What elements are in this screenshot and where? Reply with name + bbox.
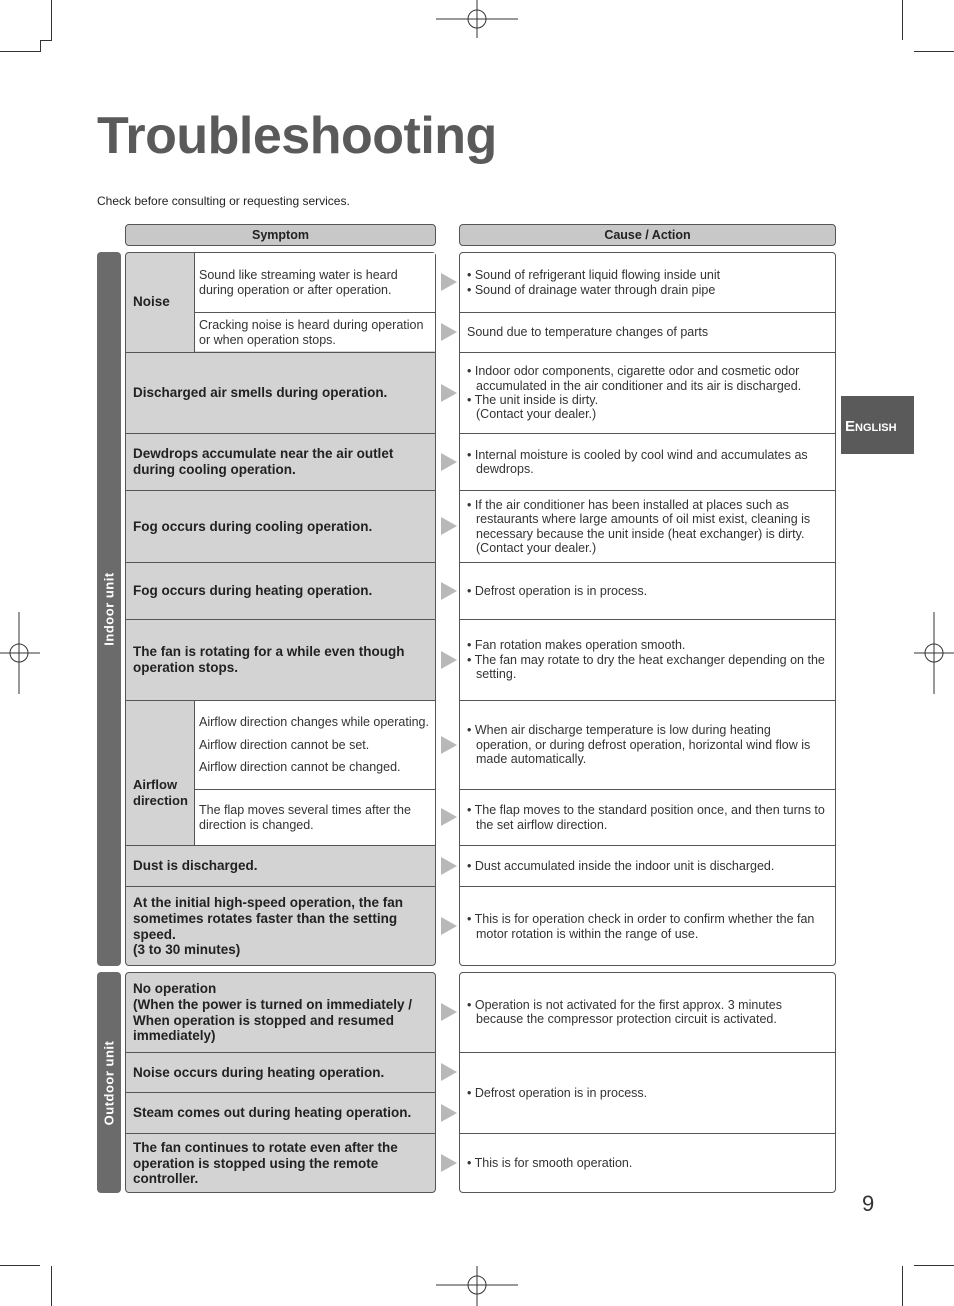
symptom-header: Symptom: [125, 224, 436, 246]
arrow-icon: [441, 1154, 457, 1172]
registration-mark: [436, 1266, 518, 1306]
cause-header: Cause / Action: [459, 224, 836, 246]
cause-fan-rotating: [459, 620, 836, 700]
page-title: Troubleshooting: [97, 107, 497, 165]
cause-bullet: • This is for smooth operation.: [467, 1156, 633, 1171]
symptom-flap-moves: [195, 790, 435, 845]
cause-text: Sound due to temperature changes of parts: [467, 325, 709, 340]
cause-bullet: • The unit inside is dirty.: [467, 393, 599, 407]
arrow-icon: [441, 808, 457, 826]
arrow-icon: [441, 857, 457, 875]
outdoor-unit-label: Outdoor unit: [101, 1040, 117, 1125]
crop-mark: [51, 1266, 52, 1306]
cause-bullet: • The flap moves to the standard position once, and then turns to the set airflow direction.: [467, 803, 825, 832]
cause-note: (Contact your dealer.): [476, 407, 597, 422]
cause-airflow-auto: [459, 701, 836, 789]
crop-mark: [40, 40, 41, 52]
symptom-text: Cracking noise is heard during operation or when operation stops.: [199, 318, 424, 347]
arrow-icon: [441, 651, 457, 669]
cause-noise-cracking: [459, 313, 836, 352]
arrow-icon: [441, 1063, 457, 1081]
language-tab: [841, 396, 914, 454]
symptom-dewdrops: Dewdrops accumulate near the air outlet during cooling operation.: [133, 446, 394, 477]
cause-bullet: • Sound of refrigerant liquid flowing inside unit: [467, 268, 721, 283]
symptom-airflow-changes: [195, 701, 436, 789]
crop-mark: [0, 51, 40, 52]
symptom-noise: Noise: [133, 294, 170, 310]
cause-noise-water: [459, 253, 836, 312]
arrow-icon: [441, 453, 457, 471]
registration-mark: [0, 612, 40, 694]
symptom-outdoor-fan: The fan continues to rotate even after the operation is stopped using the remote controller.: [133, 1139, 398, 1187]
symptom-text: The flap moves several times after the direction is changed.: [199, 803, 411, 832]
page-number: 9: [862, 1191, 875, 1216]
symptom-fan-rotating: The fan is rotating for a while even though operation stops.: [133, 644, 405, 675]
arrow-icon: [441, 1003, 457, 1021]
crop-mark: [51, 0, 52, 40]
cause-dust: [459, 846, 836, 886]
cause-outdoor-defrost: [459, 1053, 836, 1133]
cause-bullet: • When air discharge temperature is low during heating operation, or during defrost operation, horizontal wind flow is made automatically.: [467, 723, 811, 767]
symptom-outdoor-noise: Noise occurs during heating operation.: [133, 1064, 385, 1080]
cause-smell: [459, 353, 836, 433]
crop-mark: [40, 40, 52, 41]
cause-bullet: • Indoor odor components, cigarette odor and cosmetic odor accumulated in the air conditioner and its air is discharged.: [467, 364, 802, 393]
arrow-icon: [441, 323, 457, 341]
registration-mark: [914, 612, 954, 694]
airflow-label-line: Airflow: [133, 776, 178, 792]
symptom-high-speed: At the initial high-speed operation, the fan sometimes rotates faster than the setting speed. (3 to 30 minutes): [133, 894, 404, 958]
symptom-steam: Steam comes out during heating operation.: [133, 1105, 412, 1121]
cause-bullet: • Dust accumulated inside the indoor unit is discharged.: [467, 858, 775, 873]
cause-bullet: • Fan rotation makes operation smooth.: [467, 638, 686, 653]
airflow-label-line: direction: [133, 793, 188, 808]
cause-fog-cooling: [459, 491, 836, 562]
registration-mark: [436, 0, 518, 40]
arrow-icon: [441, 273, 457, 291]
symptom-text: Airflow direction cannot be set.: [199, 737, 370, 752]
symptom-streaming-water: [195, 253, 435, 312]
indoor-unit-label: Indoor unit: [101, 572, 117, 646]
cause-bullet: • This is for operation check in order to confirm whether the fan motor rotation is within the range of use.: [467, 912, 815, 941]
intro-text: Check before consulting or requesting services.: [97, 194, 350, 208]
cause-bullet: • The fan may rotate to dry the heat exchanger depending on the setting.: [467, 652, 825, 682]
symptom-no-operation: No operation (When the power is turned on immediately / When operation is stopped and resumed immediately): [133, 980, 413, 1044]
language-tab-label: English: [845, 418, 897, 435]
symptom-smell: Discharged air smells during operation.: [133, 385, 388, 401]
cause-bullet: • Internal moisture is cooled by cool wind and accumulates as dewdrops.: [467, 447, 808, 476]
symptom-text: Sound like streaming water is heard during operation or after operation.: [199, 268, 398, 297]
cause-flap: [459, 790, 836, 845]
arrow-icon: [441, 582, 457, 600]
cause-bullet: • Sound of drainage water through drain pipe: [467, 282, 716, 297]
cause-high-speed: [459, 887, 836, 966]
crop-mark: [914, 51, 954, 52]
cause-note: (Contact your dealer.): [476, 540, 597, 555]
arrow-icon: [441, 384, 457, 402]
cause-outdoor-fan: [459, 1134, 836, 1193]
cause-bullet: • If the air conditioner has been installed at places such as restaurants where large amounts of oil mist exist, cleaning is necessary because the unit inside (heat exchanger) is dirty.: [467, 497, 811, 541]
cause-bullet: • Defrost operation is in process.: [467, 583, 648, 598]
symptom-fog-cooling: Fog occurs during cooling operation.: [133, 518, 373, 534]
arrow-icon: [441, 917, 457, 935]
cause-bullet: • Defrost operation is in process.: [467, 1085, 648, 1100]
cause-dewdrops: [459, 434, 836, 490]
indoor-unit-sidebar: [97, 252, 121, 966]
symptom-text: Airflow direction changes while operating.: [199, 715, 429, 730]
crop-mark: [0, 1265, 40, 1266]
symptom-cracking-noise: [195, 313, 435, 352]
symptom-airflow-direction: [125, 701, 194, 845]
cause-fog-heating: [459, 563, 836, 619]
crop-mark: [902, 0, 903, 40]
outdoor-unit-sidebar: [97, 972, 121, 1193]
arrow-icon: [441, 517, 457, 535]
arrow-icon: [441, 1104, 457, 1122]
symptom-fog-heating: Fog occurs during heating operation.: [133, 583, 373, 599]
crop-mark: [902, 1266, 903, 1306]
symptom-dust: Dust is discharged.: [133, 858, 258, 874]
cause-bullet: • Operation is not activated for the first approx. 3 minutes because the compressor protection circuit is activated.: [467, 998, 782, 1027]
symptom-text: Airflow direction cannot be changed.: [199, 760, 401, 775]
crop-mark: [914, 1265, 954, 1266]
arrow-icon: [441, 736, 457, 754]
cause-no-operation: [459, 973, 836, 1052]
